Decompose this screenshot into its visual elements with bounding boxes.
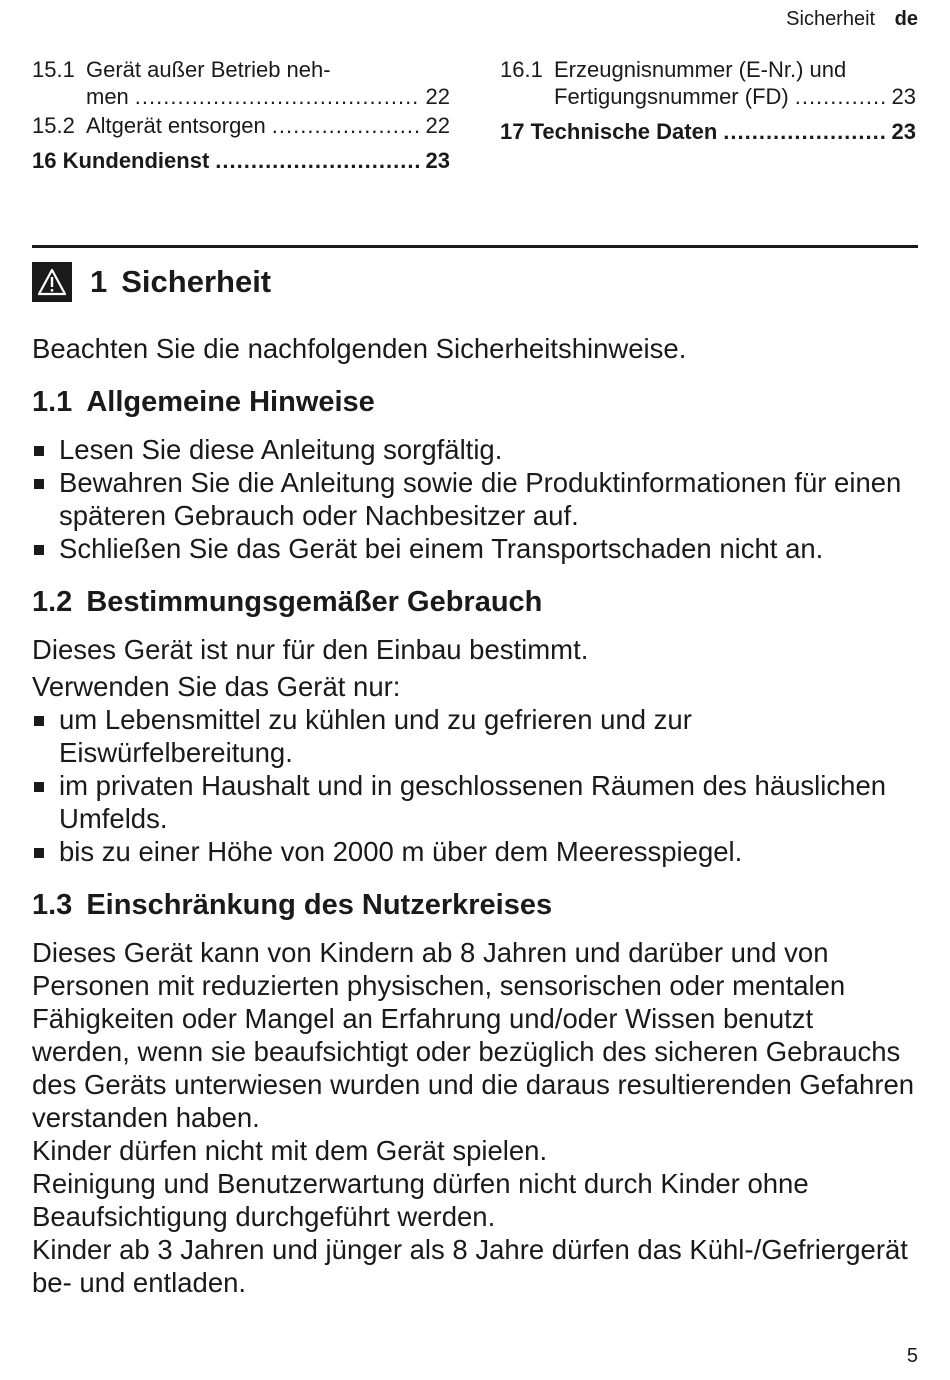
header-section-title: Sicherheit (786, 8, 876, 30)
paragraph: Kinder dürfen nicht mit dem Gerät spielen. (32, 1135, 548, 1166)
paragraph: Dieses Gerät ist nur für den Einbau bestimmt. (32, 634, 589, 665)
toc-chapter-text: Kundendienst (62, 148, 210, 173)
toc-right-column (500, 56, 916, 145)
toc-entry-text: Altgerät entsorgen (86, 113, 266, 138)
chapter-title (90, 264, 271, 300)
chapter-heading (32, 262, 271, 302)
list-item: um Lebensmittel zu kühlen und zu gefrieren und zur Eiswürfelbereitung. (32, 703, 918, 769)
toc-chapter-text: Technische Daten (530, 119, 718, 144)
warning-triangle-icon (32, 262, 72, 302)
section-number: 1.1 (32, 386, 73, 418)
paragraph: Kinder ab 3 Jahren und jünger als 8 Jahre dürfen das Kühl-/Gefriergerät be- und entladen. (32, 1234, 908, 1298)
chapter-divider (32, 245, 918, 248)
toc-chapter-number: 17 (500, 119, 525, 144)
toc-entry-text: Erzeugnisnummer (E-Nr.) und (554, 57, 847, 82)
page-header (786, 8, 918, 31)
list-item: Schließen Sie das Gerät bei einem Transportschaden nicht an. (32, 532, 918, 565)
section-title: Bestimmungsgemäßer Gebrauch (86, 586, 543, 618)
section-number: 1.2 (32, 586, 73, 618)
toc-entry-15-2[interactable] (32, 112, 450, 139)
list-item: Lesen Sie diese Anleitung sorgfältig. (32, 433, 918, 466)
toc-leader-dots (135, 83, 420, 110)
toc-entry-15-1[interactable] (32, 56, 450, 110)
toc-chapter-16[interactable] (32, 147, 450, 174)
section-heading-1-1 (32, 385, 918, 419)
toc-chapter-17[interactable] (500, 118, 916, 145)
main-content (32, 332, 918, 1299)
toc-leader-dots (795, 83, 886, 110)
toc-chapter-page: 23 (425, 148, 450, 173)
list-item: im privaten Haushalt und in geschlossenen Räumen des häuslichen Umfelds. (32, 769, 918, 835)
toc-entry-16-1[interactable] (500, 56, 916, 110)
bullet-list-general (32, 433, 918, 565)
header-language-code: de (894, 8, 918, 30)
toc-entry-page: 22 (425, 84, 450, 109)
paragraph: Reinigung und Benutzerwartung dürfen nicht durch Kinder ohne Beaufsichtigung durchgeführt werden. (32, 1168, 809, 1232)
toc-entry-text-cont: Fertigungsnummer (FD) (554, 84, 789, 109)
toc-entry-number: 15.2 (32, 113, 75, 138)
toc-entry-page: 23 (891, 84, 916, 109)
toc-left-column (32, 56, 450, 174)
chapter-number: 1 (90, 264, 108, 299)
intro-paragraph: Beachten Sie die nachfolgenden Sicherheitshinweise. (32, 333, 687, 364)
toc-entry-text: Gerät außer Betrieb neh- (86, 57, 331, 82)
toc-leader-dots (215, 147, 419, 174)
list-item: bis zu einer Höhe von 2000 m über dem Meeresspiegel. (32, 835, 918, 868)
toc-entry-number: 16.1 (500, 57, 543, 82)
toc-entry-page: 22 (425, 113, 450, 138)
section-number: 1.3 (32, 889, 73, 921)
section-heading-1-3 (32, 888, 918, 922)
page-number: 5 (906, 1345, 918, 1367)
bullet-list-intended-use (32, 703, 918, 868)
toc-leader-dots (272, 112, 420, 139)
chapter-title-text: Sicherheit (121, 264, 272, 299)
paragraph: Verwenden Sie das Gerät nur: (32, 671, 401, 702)
paragraph: Dieses Gerät kann von Kindern ab 8 Jahren und darüber und von Personen mit reduzierten physischen, sensorischen oder mentalen Fähigkeiten oder Mangel an Erfahrung und/oder Wissen benutzt werden, wenn sie beaufsichtigt oder bezüglich des sicheren Gebrauchs des Geräts unterwiesen wurden und die daraus resultierenden Gefahren verstanden haben. (32, 937, 915, 1133)
section-title: Einschränkung des Nutzerkreises (86, 889, 553, 921)
toc-leader-dots (723, 118, 885, 145)
toc-chapter-number: 16 (32, 148, 57, 173)
list-item: Bewahren Sie die Anleitung sowie die Produktinformationen für einen späteren Gebrauch oder Nachbesitzer auf. (32, 466, 918, 532)
toc-entry-number: 15.1 (32, 57, 75, 82)
toc-entry-text-cont: men (86, 84, 129, 109)
section-title: Allgemeine Hinweise (86, 386, 375, 418)
section-heading-1-2 (32, 585, 918, 619)
toc-chapter-page: 23 (891, 119, 916, 144)
